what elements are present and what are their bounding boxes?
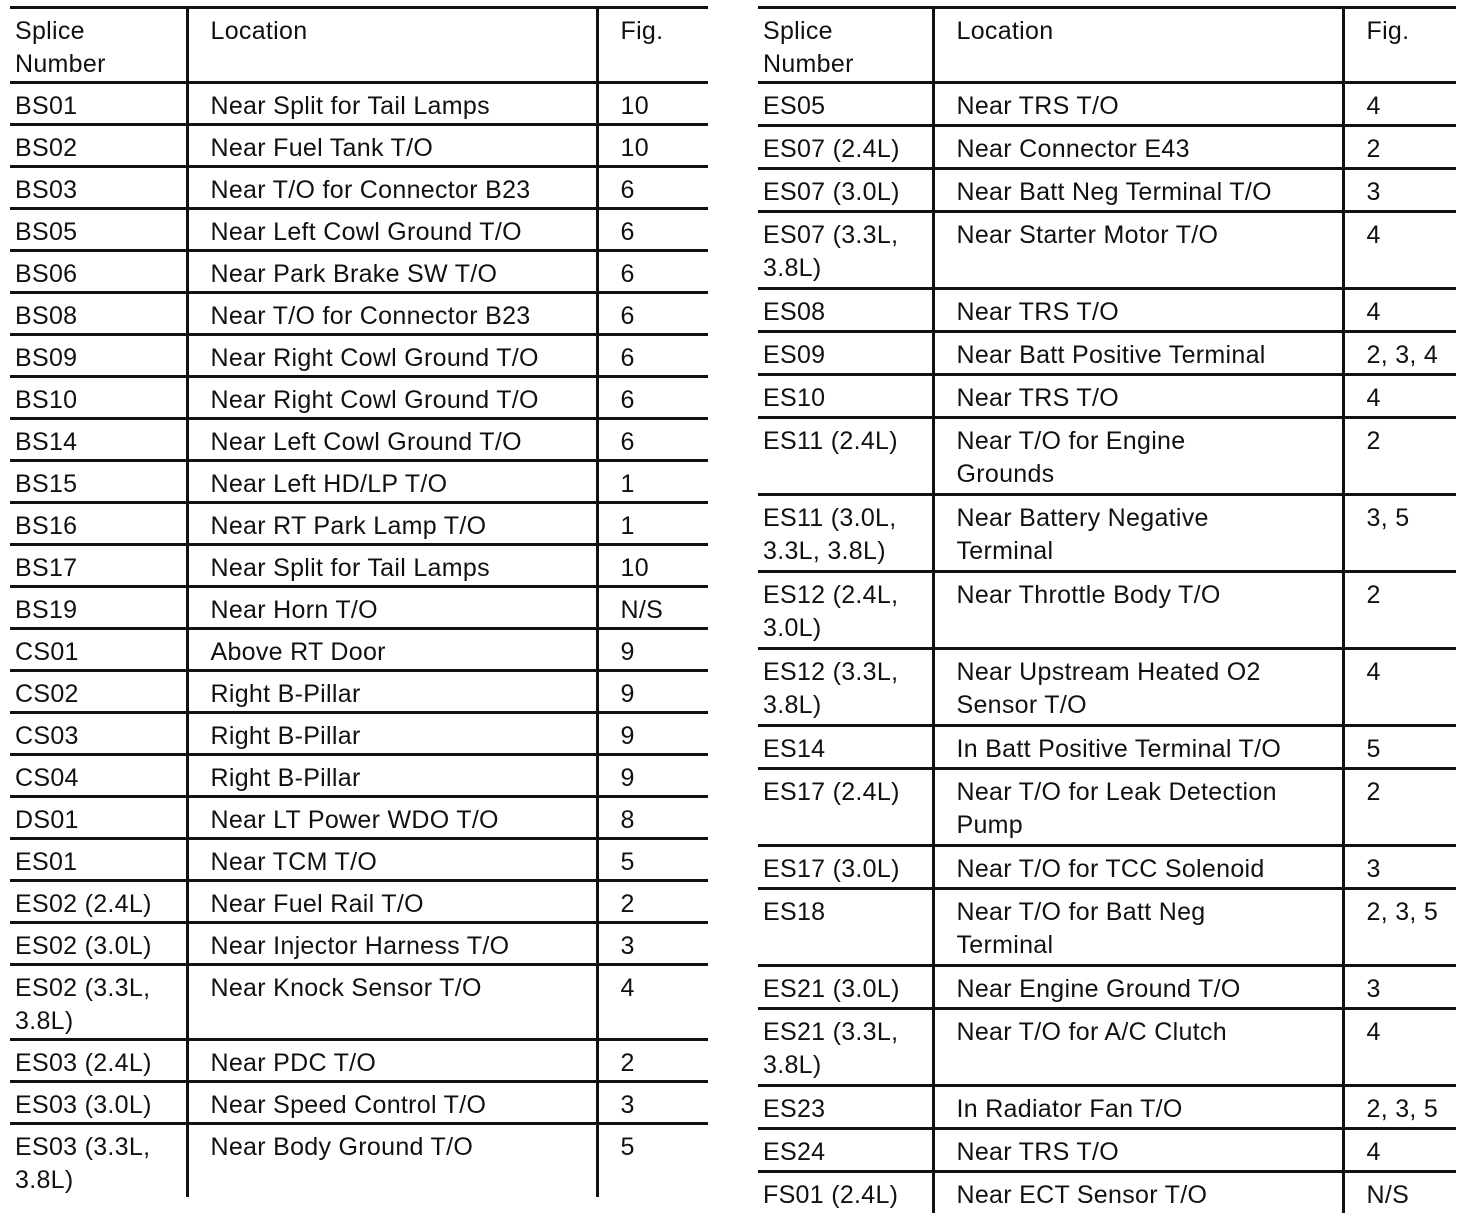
table-row [10, 797, 708, 839]
location-cell-line: Near Batt Positive Terminal [956, 341, 1266, 369]
table-row [10, 755, 708, 797]
splice-number-cell-line: ES02 (2.4L) [15, 890, 152, 918]
location-cell [187, 1082, 597, 1124]
location-cell [933, 726, 1343, 769]
splice-number-cell [758, 1172, 933, 1214]
splice-number-cell-line: ES03 (3.0L) [15, 1091, 152, 1119]
splice-number-cell [10, 461, 187, 503]
fig-cell: 6 [597, 167, 708, 209]
location-cell [933, 769, 1343, 846]
location-cell-line: Near Connector E43 [956, 135, 1190, 163]
location-cell [933, 966, 1343, 1009]
fig-cell: 6 [597, 209, 708, 251]
splice-number-cell-line: BS06 [15, 260, 78, 288]
header-splice-number: Splice Number [10, 8, 187, 83]
location-cell [187, 503, 597, 545]
splice-number-cell [758, 83, 933, 126]
location-cell-line: In Radiator Fan T/O [956, 1095, 1183, 1123]
location-cell-line: Near TRS T/O [956, 298, 1119, 326]
splice-number-cell [758, 1086, 933, 1129]
splice-number-cell-line: BS02 [15, 134, 78, 162]
fig-cell: 8 [597, 797, 708, 839]
splice-number-cell-line: BS15 [15, 470, 78, 498]
table-row [10, 545, 708, 587]
table-row [10, 503, 708, 545]
location-cell-line: Near Right Cowl Ground T/O [210, 386, 539, 414]
table-row [10, 923, 708, 965]
table-row [758, 889, 1456, 966]
fig-cell: 5 [597, 839, 708, 881]
location-cell-line: Near T/O for Connector B23 [210, 302, 531, 330]
splice-number-cell [10, 377, 187, 419]
splice-number-cell [10, 125, 187, 167]
splice-number-cell-line: ES08 [763, 298, 826, 326]
table-row [10, 83, 708, 125]
location-cell [933, 126, 1343, 169]
splice-number-cell-line: BS17 [15, 554, 78, 582]
table-row [10, 1082, 708, 1124]
splice-number-cell-line: BS16 [15, 512, 78, 540]
fig-cell: 3 [597, 1082, 708, 1124]
splice-number-cell-line: FS01 (2.4L) [763, 1181, 899, 1209]
table-header-row [10, 8, 708, 83]
fig-cell: 3 [1343, 846, 1456, 889]
location-cell [933, 495, 1343, 572]
table-row [10, 377, 708, 419]
splice-number-cell [758, 572, 933, 649]
location-cell-line: Near Battery Negative [956, 504, 1209, 532]
splice-number-cell [758, 169, 933, 212]
splice-number-cell [10, 755, 187, 797]
location-cell-line: Near T/O for Connector B23 [210, 176, 531, 204]
table-row [758, 289, 1456, 332]
table-row [10, 1040, 708, 1082]
fig-cell: 4 [1343, 289, 1456, 332]
splice-number-cell [10, 1040, 187, 1082]
table-row [10, 419, 708, 461]
table-row [758, 572, 1456, 649]
location-cell [933, 83, 1343, 126]
location-cell-line: Near TRS T/O [956, 92, 1119, 120]
splice-number-cell [758, 332, 933, 375]
splice-number-cell [10, 713, 187, 755]
fig-cell: 9 [597, 629, 708, 671]
splice-number-cell [758, 126, 933, 169]
splice-number-cell-line: ES03 (2.4L) [15, 1049, 152, 1077]
location-cell-line: Near T/O for Leak Detection [956, 778, 1277, 806]
splice-number-cell [758, 1009, 933, 1086]
fig-cell: 2, 3, 5 [1343, 1086, 1456, 1129]
fig-cell: 4 [1343, 375, 1456, 418]
table-row [758, 769, 1456, 846]
location-cell [933, 289, 1343, 332]
location-cell-line: Near ECT Sensor T/O [956, 1181, 1208, 1209]
splice-number-cell-line: ES21 (3.3L, [763, 1018, 899, 1046]
location-cell-line: Near T/O for Engine [956, 427, 1186, 455]
location-cell-line: Near Speed Control T/O [210, 1091, 487, 1119]
splice-number-cell-line: ES02 (3.0L) [15, 932, 152, 960]
table-row [758, 649, 1456, 726]
fig-cell: 2, 3, 4 [1343, 332, 1456, 375]
fig-cell: 4 [597, 965, 708, 1040]
location-cell [187, 251, 597, 293]
fig-cell: 5 [597, 1124, 708, 1198]
splice-number-cell-line: ES11 (3.0L, [763, 504, 897, 532]
fig-cell: 1 [597, 503, 708, 545]
splice-number-cell-line: 3.3L, 3.8L) [763, 537, 886, 565]
splice-number-cell [758, 769, 933, 846]
splice-number-cell [758, 726, 933, 769]
splice-number-cell-line: CS01 [15, 638, 79, 666]
location-cell-line: Near TRS T/O [956, 1138, 1119, 1166]
splice-number-cell-line: 3.8L) [15, 1166, 74, 1194]
table-row [10, 587, 708, 629]
table-row [10, 713, 708, 755]
location-cell [933, 1129, 1343, 1172]
splice-number-cell-line: ES01 [15, 848, 78, 876]
table-row [758, 375, 1456, 418]
splice-number-cell [10, 293, 187, 335]
splice-number-cell-line: BS14 [15, 428, 78, 456]
location-cell [933, 1009, 1343, 1086]
splice-number-cell-line: CS04 [15, 764, 79, 792]
splice-number-cell [758, 212, 933, 289]
splice-number-cell-line: BS19 [15, 596, 78, 624]
location-cell [187, 209, 597, 251]
table-row [10, 1124, 708, 1198]
fig-cell: 2 [1343, 418, 1456, 495]
fig-cell: 4 [1343, 1129, 1456, 1172]
splice-number-cell-line: BS01 [15, 92, 78, 120]
table-row [758, 1129, 1456, 1172]
table-row [758, 966, 1456, 1009]
location-cell-line: Near Park Brake SW T/O [210, 260, 498, 288]
fig-cell: 10 [597, 545, 708, 587]
header-fig: Fig. [1343, 8, 1456, 83]
table-row [758, 1086, 1456, 1129]
fig-cell: 3 [1343, 966, 1456, 1009]
location-cell-line: Near Left Cowl Ground T/O [210, 428, 522, 456]
location-cell-line: Pump [956, 811, 1024, 839]
splice-number-cell [758, 495, 933, 572]
splice-number-cell [10, 545, 187, 587]
header-location: Location [933, 8, 1343, 83]
location-cell-line: Near Fuel Rail T/O [210, 890, 424, 918]
splice-number-cell [10, 419, 187, 461]
splice-number-cell [758, 1129, 933, 1172]
splice-number-cell [10, 839, 187, 881]
fig-cell: 6 [597, 419, 708, 461]
location-cell [187, 167, 597, 209]
splice-number-cell-line: ES02 (3.3L, [15, 974, 151, 1002]
location-cell-line: Near Starter Motor T/O [956, 221, 1219, 249]
location-cell [933, 1172, 1343, 1214]
table-row [10, 629, 708, 671]
fig-cell: 10 [597, 125, 708, 167]
splice-number-cell-line: ES07 (3.3L, [763, 221, 899, 249]
location-cell-line: In Batt Positive Terminal T/O [956, 735, 1282, 763]
location-cell-line: Near Left Cowl Ground T/O [210, 218, 522, 246]
splice-number-cell-line: ES07 (2.4L) [763, 135, 900, 163]
splice-number-cell-line: BS05 [15, 218, 78, 246]
splice-number-cell [10, 209, 187, 251]
splice-number-cell [10, 1082, 187, 1124]
table-row [10, 881, 708, 923]
splice-number-cell-line: ES21 (3.0L) [763, 975, 900, 1003]
header-splice-number: Splice Number [758, 8, 933, 83]
location-cell [187, 335, 597, 377]
table-row [758, 169, 1456, 212]
splice-number-cell [758, 889, 933, 966]
location-cell-line: Near Right Cowl Ground T/O [210, 344, 539, 372]
splice-number-cell-line: ES23 [763, 1095, 826, 1123]
splice-number-cell [10, 503, 187, 545]
location-cell-line: Near Fuel Tank T/O [210, 134, 434, 162]
location-cell [187, 797, 597, 839]
location-cell-line: Right B-Pillar [210, 764, 361, 792]
splice-number-cell-line: 3.8L) [763, 254, 822, 282]
table-row [758, 846, 1456, 889]
location-cell [933, 846, 1343, 889]
fig-cell: N/S [597, 587, 708, 629]
splice-number-cell [758, 375, 933, 418]
table-row [10, 671, 708, 713]
location-cell [187, 461, 597, 503]
fig-cell: 4 [1343, 83, 1456, 126]
location-cell [187, 83, 597, 125]
location-cell-line: Right B-Pillar [210, 722, 361, 750]
splice-number-cell [758, 649, 933, 726]
splice-number-cell-line: 3.8L) [15, 1007, 74, 1035]
splice-number-cell [10, 251, 187, 293]
fig-cell: 6 [597, 251, 708, 293]
location-cell [187, 755, 597, 797]
location-cell-line: Near Injector Harness T/O [210, 932, 510, 960]
location-cell [187, 125, 597, 167]
location-cell [187, 671, 597, 713]
location-cell-line: Near Knock Sensor T/O [210, 974, 482, 1002]
table-row [758, 1172, 1456, 1214]
fig-cell: 2 [597, 881, 708, 923]
fig-cell: 3 [597, 923, 708, 965]
splice-number-cell-line: ES18 [763, 898, 826, 926]
fig-cell: 6 [597, 377, 708, 419]
location-cell-line: Near TRS T/O [956, 384, 1119, 412]
splice-number-cell-line: DS01 [15, 806, 79, 834]
table-row [758, 495, 1456, 572]
location-cell [187, 1040, 597, 1082]
location-cell [187, 587, 597, 629]
splice-number-cell [10, 671, 187, 713]
fig-cell: 4 [1343, 649, 1456, 726]
location-cell [187, 377, 597, 419]
location-cell-line: Near RT Park Lamp T/O [210, 512, 487, 540]
location-cell-line: Near Batt Neg Terminal T/O [956, 178, 1272, 206]
location-cell-line: Near Split for Tail Lamps [210, 554, 490, 582]
location-cell-line: Near Engine Ground T/O [956, 975, 1241, 1003]
location-cell [187, 419, 597, 461]
splice-number-cell-line: ES11 (2.4L) [763, 427, 898, 455]
location-cell-line: Near PDC T/O [210, 1049, 377, 1077]
location-cell-line: Near Horn T/O [210, 596, 378, 624]
table-row [758, 418, 1456, 495]
location-cell [187, 923, 597, 965]
location-cell [187, 1124, 597, 1198]
fig-cell: 3, 5 [1343, 495, 1456, 572]
table-row [10, 209, 708, 251]
fig-cell: 2 [1343, 769, 1456, 846]
splice-number-cell-line: ES10 [763, 384, 826, 412]
splice-number-cell-line: BS10 [15, 386, 78, 414]
location-cell [933, 169, 1343, 212]
location-cell-line: Above RT Door [210, 638, 386, 666]
splice-number-cell [10, 83, 187, 125]
location-cell-line: Near Upstream Heated O2 [956, 658, 1261, 686]
splice-number-cell-line: ES12 (3.3L, [763, 658, 899, 686]
location-cell-line: Near Split for Tail Lamps [210, 92, 490, 120]
splice-number-cell [10, 797, 187, 839]
location-cell [933, 572, 1343, 649]
fig-cell: 5 [1343, 726, 1456, 769]
location-cell [187, 293, 597, 335]
splice-number-cell-line: ES03 (3.3L, [15, 1133, 151, 1161]
location-cell-line: Near Throttle Body T/O [956, 581, 1221, 609]
location-cell-line: Near Left HD/LP T/O [210, 470, 448, 498]
location-cell [933, 1086, 1343, 1129]
location-cell-line: Near T/O for Batt Neg [956, 898, 1206, 926]
table-row [10, 461, 708, 503]
table-row [758, 83, 1456, 126]
splice-number-cell-line: ES05 [763, 92, 826, 120]
table-header-row [758, 8, 1456, 83]
fig-cell: 2 [1343, 572, 1456, 649]
table-row [10, 293, 708, 335]
splice-number-cell [10, 335, 187, 377]
splice-number-cell-line: ES09 [763, 341, 826, 369]
splice-number-cell [10, 965, 187, 1040]
fig-cell: 6 [597, 335, 708, 377]
splice-number-cell [10, 587, 187, 629]
location-cell-line: Near Body Ground T/O [210, 1133, 474, 1161]
table-row [10, 167, 708, 209]
table-row [10, 125, 708, 167]
location-cell [187, 713, 597, 755]
splice-number-cell-line: ES17 (2.4L) [763, 778, 900, 806]
splice-table-left [10, 6, 708, 1197]
table-row [10, 251, 708, 293]
table-row [758, 1009, 1456, 1086]
location-cell-line: Terminal [956, 537, 1054, 565]
fig-cell: 2 [1343, 126, 1456, 169]
location-cell [933, 212, 1343, 289]
location-cell [187, 545, 597, 587]
fig-cell: 9 [597, 671, 708, 713]
table-row [10, 965, 708, 1040]
splice-number-cell-line: BS08 [15, 302, 78, 330]
splice-number-cell-line: 3.8L) [763, 691, 822, 719]
location-cell-line: Sensor T/O [956, 691, 1087, 719]
fig-cell: 2, 3, 5 [1343, 889, 1456, 966]
location-cell [933, 375, 1343, 418]
splice-number-cell-line: ES14 [763, 735, 826, 763]
location-cell-line: Terminal [956, 931, 1054, 959]
location-cell-line: Near LT Power WDO T/O [210, 806, 499, 834]
splice-number-cell-line: ES07 (3.0L) [763, 178, 900, 206]
fig-cell: N/S [1343, 1172, 1456, 1214]
table-row [758, 726, 1456, 769]
splice-number-cell [758, 846, 933, 889]
splice-number-cell [10, 1124, 187, 1198]
location-cell [187, 881, 597, 923]
fig-cell: 2 [597, 1040, 708, 1082]
splice-number-cell [10, 923, 187, 965]
splice-number-cell [10, 629, 187, 671]
splice-number-cell [758, 289, 933, 332]
splice-number-cell-line: CS03 [15, 722, 79, 750]
splice-number-cell-line: 3.0L) [763, 614, 822, 642]
table-row [758, 212, 1456, 289]
splice-number-cell-line: BS09 [15, 344, 78, 372]
splice-number-cell-line: BS03 [15, 176, 78, 204]
table-row [758, 126, 1456, 169]
location-cell-line: Near T/O for TCC Solenoid [956, 855, 1265, 883]
splice-number-cell-line: ES24 [763, 1138, 826, 1166]
splice-number-cell [10, 881, 187, 923]
splice-number-cell-line: ES12 (2.4L, [763, 581, 899, 609]
location-cell-line: Near T/O for A/C Clutch [956, 1018, 1227, 1046]
table-row [10, 839, 708, 881]
fig-cell: 9 [597, 713, 708, 755]
location-cell [187, 629, 597, 671]
splice-number-cell [758, 418, 933, 495]
location-cell [933, 418, 1343, 495]
table-row [10, 335, 708, 377]
splice-number-cell-line: 3.8L) [763, 1051, 822, 1079]
location-cell [933, 889, 1343, 966]
splice-number-cell [758, 966, 933, 1009]
splice-table-right [758, 6, 1456, 1213]
fig-cell: 10 [597, 83, 708, 125]
splice-number-cell [10, 167, 187, 209]
fig-cell: 4 [1343, 212, 1456, 289]
table-row [758, 332, 1456, 375]
location-cell [933, 332, 1343, 375]
header-location: Location [187, 8, 597, 83]
fig-cell: 3 [1343, 169, 1456, 212]
fig-cell: 1 [597, 461, 708, 503]
location-cell [187, 965, 597, 1040]
header-fig: Fig. [597, 8, 708, 83]
location-cell-line: Right B-Pillar [210, 680, 361, 708]
splice-number-cell-line: CS02 [15, 680, 79, 708]
location-cell [933, 649, 1343, 726]
splice-number-cell-line: ES17 (3.0L) [763, 855, 900, 883]
location-cell [187, 839, 597, 881]
location-cell-line: Near TCM T/O [210, 848, 378, 876]
fig-cell: 9 [597, 755, 708, 797]
fig-cell: 4 [1343, 1009, 1456, 1086]
fig-cell: 6 [597, 293, 708, 335]
location-cell-line: Grounds [956, 460, 1055, 488]
